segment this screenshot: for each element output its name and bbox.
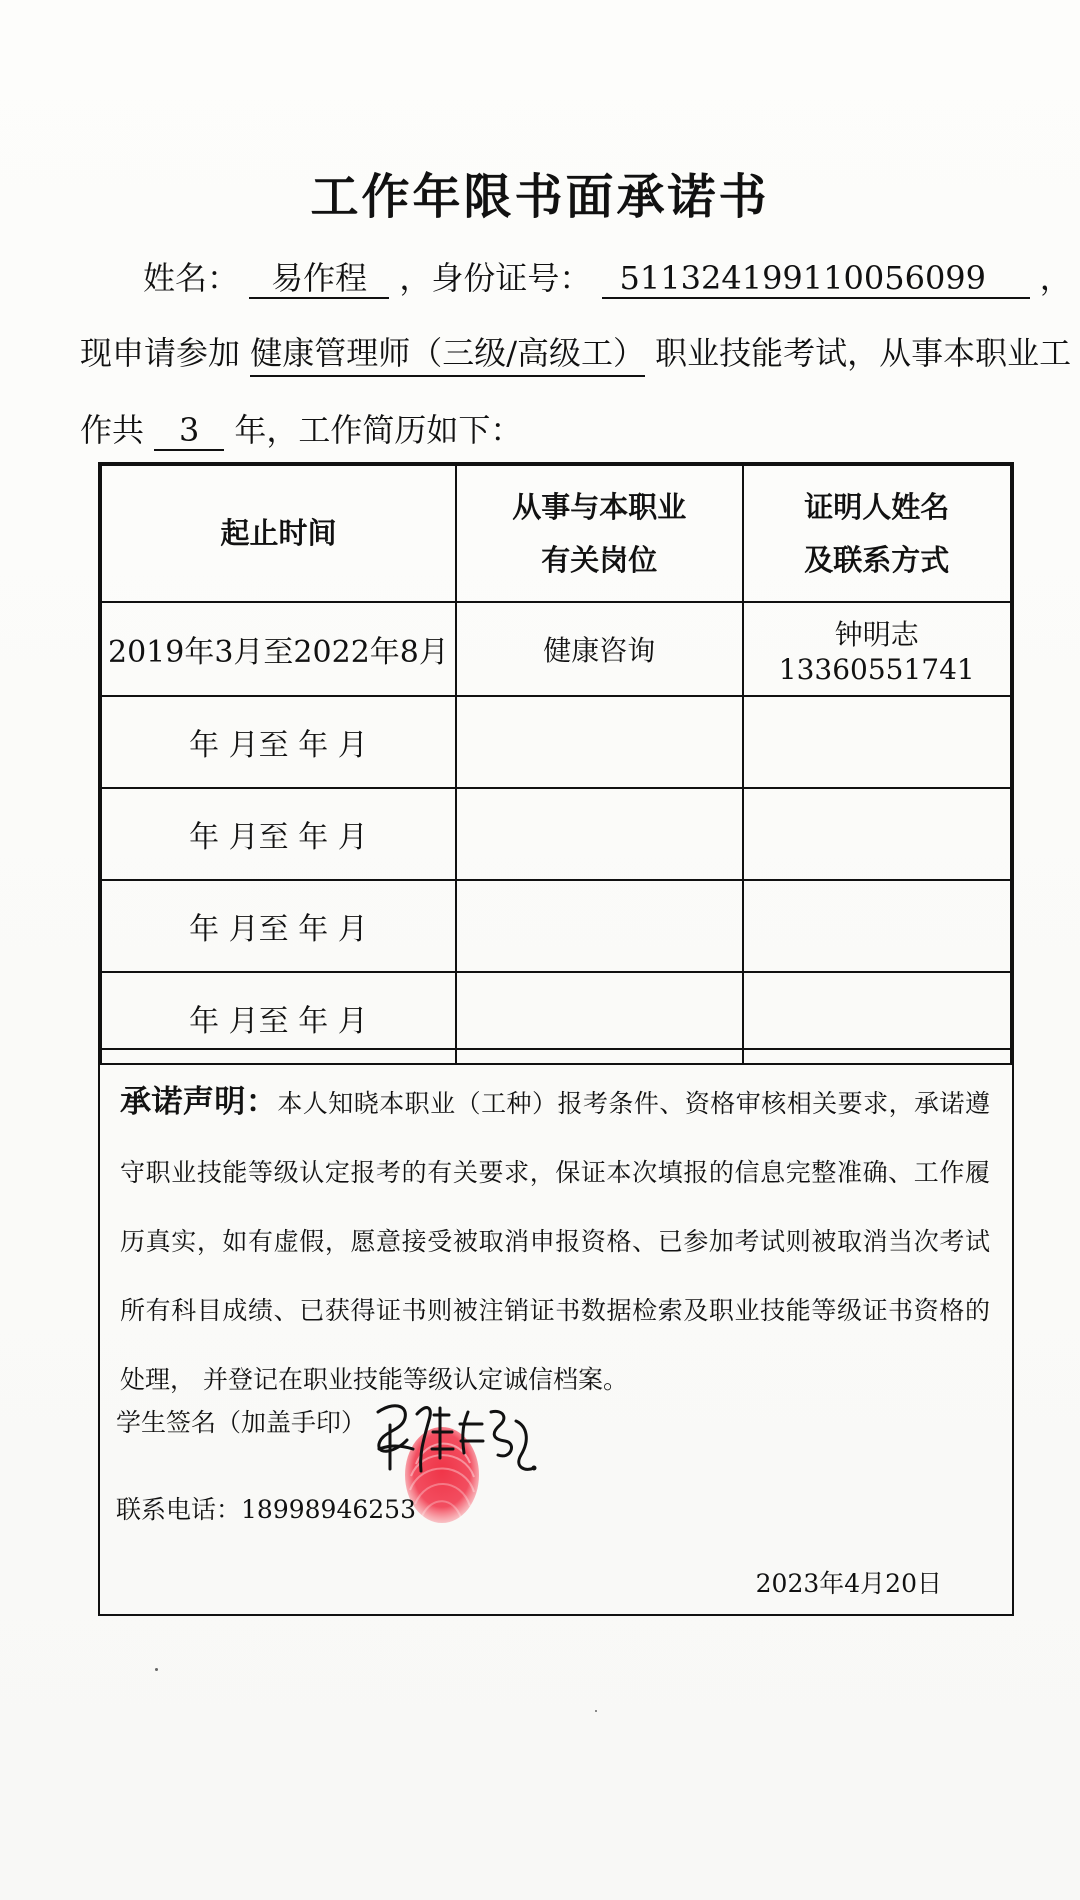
document-date: 2023年4月20日 — [755, 1569, 942, 1598]
years-suffix: 年，工作简历如下： — [234, 411, 523, 449]
name-value: 易作程 — [249, 262, 389, 299]
table-header-row — [101, 465, 1011, 602]
id-label: ，身份证号： — [399, 259, 592, 297]
row-time: 年 月至 年 月 — [101, 788, 456, 880]
header-time-label: 起止时间 — [220, 516, 337, 551]
exam-suffix: 职业技能考试，从事本职业工 — [655, 334, 1072, 372]
document-title: 工作年限书面承诺书 — [310, 169, 770, 225]
header-contact-line1: 证明人姓名 — [804, 490, 950, 525]
work-history-grid — [100, 464, 1012, 1065]
row-position — [456, 696, 743, 788]
years-prefix: 作共 — [80, 411, 145, 449]
row-time: 年 月至 年 月 — [101, 696, 456, 788]
line1-tail: ， — [1039, 259, 1072, 297]
header-position-line2: 有关岗位 — [541, 542, 658, 577]
years-line — [80, 411, 523, 451]
table-row — [101, 602, 1011, 696]
row-contact — [743, 788, 1011, 880]
header-contact-line2: 及联系方式 — [804, 542, 950, 577]
row-contact — [743, 696, 1011, 788]
row-position — [456, 788, 743, 880]
exam-line — [80, 334, 1072, 372]
name-id-line — [143, 259, 1072, 299]
work-history-table — [98, 462, 1014, 1050]
phone-line — [116, 1490, 416, 1526]
phone-value: 18998946253 — [241, 1495, 416, 1524]
table-row — [101, 788, 1011, 880]
row-position: 健康咨询 — [456, 602, 743, 696]
row-contact: 钟明志13360551741 — [743, 602, 1011, 696]
years-value: 3 — [154, 414, 224, 451]
promise-heading: 承诺声明： — [120, 1084, 278, 1120]
row-time: 年 月至 年 月 — [101, 972, 456, 1064]
promise-body: 本人知晓本职业（工种）报考条件、资格审核相关要求，承诺遵守职业技能等级认定报考的有关要求，保证本次填报的信息完整准确、工作履历真实，如有虚假，愿意接受被取消申报资格、已参加考试则被取消当次考试所有科目成绩、已获得证书则被注销证书数据检索及职业技能等级证书资格的处理， 并登记在职业技能等级认定诚信档案。 — [120, 1089, 990, 1394]
exam-prefix: 现申请参加 — [80, 334, 241, 372]
row-contact — [743, 880, 1011, 972]
row-position — [456, 880, 743, 972]
id-number-value: 511324199110056099 — [602, 262, 1030, 299]
header-position-line1: 从事与本职业 — [512, 490, 687, 525]
paper-speck — [155, 1668, 158, 1671]
phone-label: 联系电话： — [116, 1495, 242, 1524]
row-time: 年 月至 年 月 — [101, 880, 456, 972]
row-time: 2019年3月至2022年8月 — [101, 602, 456, 696]
header-position — [456, 465, 743, 602]
header-contact — [743, 465, 1011, 602]
promise-section — [98, 1048, 1014, 1616]
signature-label: 学生签名（加盖手印） — [116, 1408, 367, 1437]
signature-line — [116, 1403, 366, 1439]
promise-text — [120, 1068, 990, 1414]
header-time — [101, 465, 456, 602]
table-row — [101, 696, 1011, 788]
table-row — [101, 880, 1011, 972]
name-label: 姓名： — [143, 259, 240, 297]
exam-name: 健康管理师（三级/高级工） — [250, 334, 645, 377]
paper-speck — [595, 1710, 597, 1712]
